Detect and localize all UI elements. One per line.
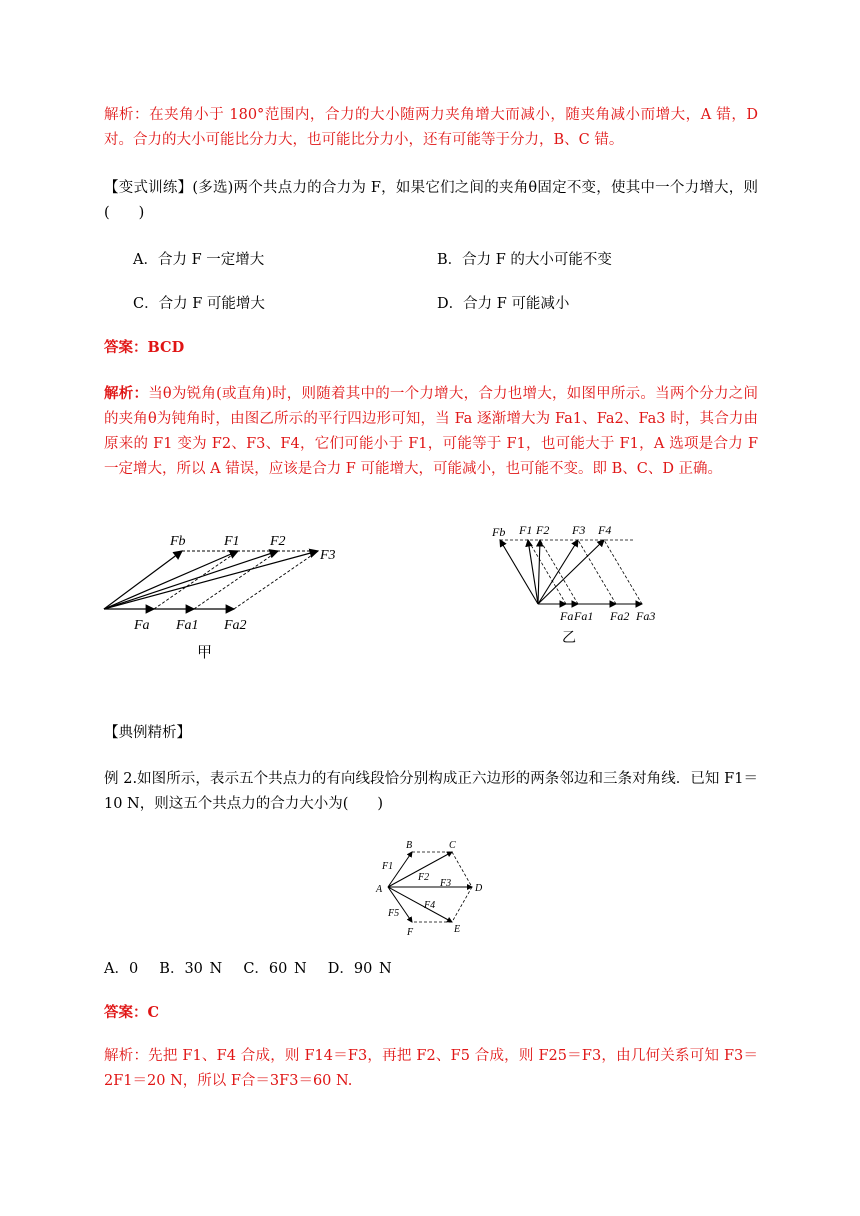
label-fb-yi: Fb	[492, 525, 506, 539]
label-fa-jia: Fa	[134, 618, 150, 633]
vector-f2-yi	[538, 540, 540, 604]
vector-f1-yi	[528, 540, 538, 604]
label-f3-jia: F3	[320, 548, 336, 563]
label-fa3-yi: Fa3	[636, 609, 656, 623]
variant-analysis-text: 当θ为锐角(或直角)时，则随着其中的一个力增大，合力也增大，如图甲所示。当两个分力之间的夹角θ为钝角时，由图乙所示的平行四边形可知，当 Fa 逐渐增大为 Fa1、Fa2、Fa3 时，其合力由原来的 F1 变为 F2、F3、F4，它们可能小于 F1，可能等于 F1，也可能大于 F1，A 选项是合力 F 一定增大，所以 A 错误，应该是合力 F 可能增大，可能减小，也可能不变。即 B、C、D 正确。	[104, 386, 758, 477]
variant-answer: 答案：BCD	[104, 339, 185, 356]
hexagon-figure	[372, 836, 496, 940]
label-fa2-jia: Fa2	[224, 618, 247, 633]
option-d: D．合力 F 可能减小	[437, 296, 570, 312]
label-f1-jia: F1	[224, 534, 240, 549]
option-c: C．合力 F 可能增大	[133, 296, 265, 312]
label-f3-yi: F3	[572, 523, 586, 537]
vector-f2-jia	[104, 551, 278, 609]
force-f2: F2	[418, 872, 430, 883]
option-b: B．合力 F 的大小可能不变	[437, 252, 612, 268]
force-f5: F5	[388, 908, 400, 919]
vertex-f: F	[407, 927, 414, 938]
label-f1-yi: F1	[519, 523, 533, 537]
label-fa1-jia: Fa1	[176, 618, 199, 633]
variant-question-text: (多选)两个共点力的合力为 F，如果它们之间的夹角θ固定不变，使其中一个力增大，则( )	[104, 180, 758, 221]
label-fa1-yi: Fa1	[574, 609, 594, 623]
caption-jia: 甲	[197, 645, 213, 661]
variant-tag: 【变式训练】	[104, 180, 193, 196]
caption-yi: 乙	[562, 631, 576, 646]
variant-analysis-label: 解析：	[104, 385, 149, 402]
vertex-e: E	[454, 924, 461, 935]
option-a: A．合力 F 一定增大	[133, 252, 265, 268]
label-f2-yi: F2	[536, 523, 550, 537]
label-f4-yi: F4	[598, 523, 612, 537]
label-f2-jia: F2	[270, 534, 286, 549]
vertex-a: A	[376, 884, 383, 895]
example-2-question: 例 2.如图所示，表示五个共点力的有向线段恰分别构成正六边形的两条邻边和三条对角线．已知 F1＝10 N，则这五个共点力的合力大小为( )	[104, 771, 758, 812]
vertex-c: C	[449, 840, 456, 851]
label-fa-yi: Fa	[560, 609, 574, 623]
label-fa2-yi: Fa2	[610, 609, 630, 623]
example-2-options: A．0 B．30 N C．60 N D．90 N	[104, 961, 392, 977]
figure-jia	[100, 525, 350, 665]
variant-analysis	[104, 381, 758, 482]
example-2-answer: 答案：C	[104, 1004, 160, 1021]
analysis-1: 解析：在夹角小于 180°范围内，合力的大小随两力夹角增大而减小，随夹角减小而增大，A 错，D 对。合力的大小可能比分力大，也可能比分力小，还有可能等于分力，B、C 错。	[104, 107, 758, 148]
force-f4: F4	[424, 900, 436, 911]
variant-question	[104, 176, 758, 226]
label-fb-jia: Fb	[170, 534, 186, 549]
vertex-b: B	[406, 840, 413, 851]
vector-f3-jia	[104, 551, 318, 609]
vector-f4-yi	[538, 540, 604, 604]
force-f3: F3	[440, 878, 452, 889]
vector-fb-yi	[500, 540, 538, 604]
force-f1: F1	[382, 861, 394, 872]
example-2-analysis: 解析：先把 F1、F4 合成，则 F14＝F3，再把 F2、F5 合成，则 F25＝F3，由几何关系可知 F3＝2F1＝20 N，所以 F合＝3F3＝60 N.	[104, 1048, 758, 1089]
example-header: 【典例精析】	[104, 725, 191, 741]
vertex-d: D	[475, 883, 483, 894]
figure-yi	[486, 518, 666, 648]
